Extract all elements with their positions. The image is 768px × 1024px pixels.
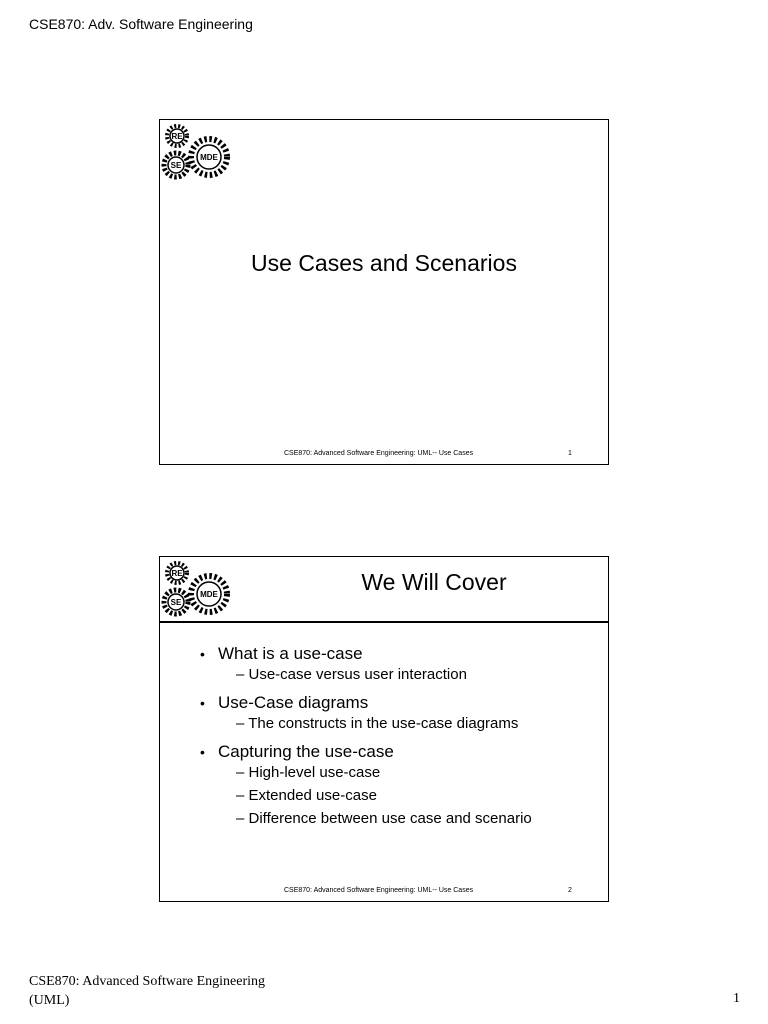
logo-label-mde: MDE: [200, 153, 218, 162]
slide-2: [159, 556, 609, 902]
page-footer-line2: (UML): [29, 993, 70, 1008]
gears-logo-icon: [160, 557, 236, 625]
logo-label-re: RE: [171, 569, 183, 578]
sub-bullet-item: – Use-case versus user interaction: [236, 666, 467, 683]
slide-1: [159, 119, 609, 465]
slide-1-title: Use Cases and Scenarios: [251, 250, 517, 276]
bullet-item: • Use-Case diagrams: [200, 692, 598, 714]
logo-label-re: RE: [171, 132, 183, 141]
sub-bullet-item: – Extended use-case: [236, 787, 377, 804]
slide-2-title: We Will Cover: [361, 569, 507, 595]
gears-logo-icon: [160, 120, 236, 188]
logo-label-se: SE: [170, 161, 182, 170]
bullet-item: • What is a use-case: [200, 643, 598, 665]
logo-label-mde: MDE: [200, 590, 218, 599]
page-number: 1: [733, 991, 740, 1006]
sub-bullet-item: – Difference between use case and scenario: [236, 810, 532, 827]
sub-bullet-item: – The constructs in the use-case diagrams: [236, 715, 519, 732]
page-footer: [29, 972, 265, 1010]
title-divider: [160, 621, 608, 623]
bullet-list: [200, 643, 598, 832]
bullet-item: • Capturing the use-case: [200, 741, 598, 763]
slide-2-footer-text: CSE870: Advanced Software Engineering: UML-- Use Cases: [284, 887, 474, 894]
slide-1-number: 1: [568, 450, 572, 457]
slide-1-footer-text: CSE870: Advanced Software Engineering: UML-- Use Cases: [284, 450, 474, 457]
page-footer-line1: CSE870: Advanced Software Engineering: [29, 974, 266, 989]
slide-2-number: 2: [568, 887, 572, 894]
page-header: CSE870: Adv. Software Engineering: [29, 16, 253, 32]
logo-label-se: SE: [170, 598, 182, 607]
sub-bullet-item: – High-level use-case: [236, 764, 381, 781]
